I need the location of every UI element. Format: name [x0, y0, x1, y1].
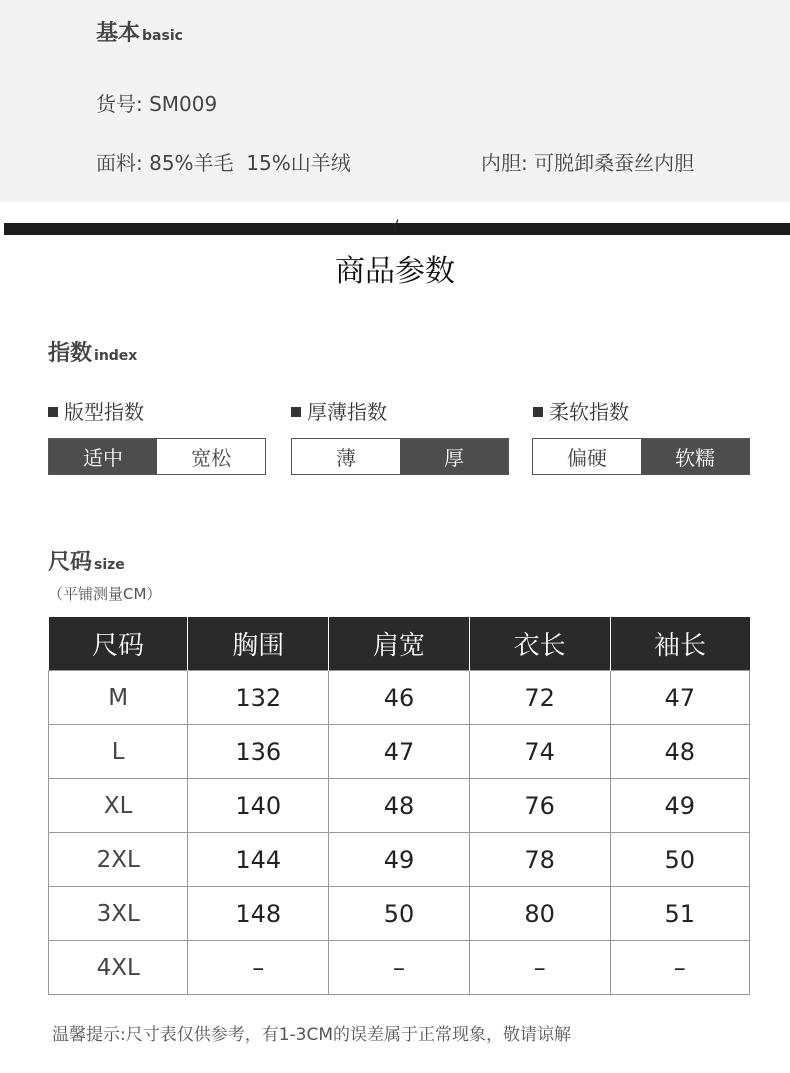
- chest-cell: 132: [188, 671, 329, 725]
- size-cell: XL: [49, 779, 188, 833]
- header-length: 衣长: [469, 617, 610, 671]
- size-table-header-row: [49, 617, 750, 671]
- fabric-label: 面料:: [96, 151, 143, 175]
- basic-heading-en: basic: [142, 28, 183, 44]
- basic-heading: [96, 16, 183, 47]
- basic-heading-cn: 基本: [96, 21, 141, 46]
- table-row: [49, 725, 750, 779]
- sleeve-cell: 47: [610, 671, 749, 725]
- size-cell: 3XL: [49, 887, 188, 941]
- shoulder-cell: 50: [329, 887, 470, 941]
- size-heading-cn: 尺码: [48, 550, 93, 575]
- softness-index-selector: [532, 438, 750, 475]
- shoulder-cell: 46: [329, 671, 470, 725]
- softness-option-soft: 软糯: [641, 439, 749, 474]
- section-title: 商品参数: [335, 254, 455, 289]
- measurement-note: （平铺测量CM）: [48, 585, 162, 603]
- thickness-index-selector: [291, 438, 509, 475]
- bullet-square-icon: [533, 407, 543, 417]
- sleeve-cell: 48: [610, 725, 749, 779]
- thickness-option-thin: 薄: [292, 439, 400, 474]
- fit-index-label: 版型指数: [48, 396, 144, 425]
- size-chart-table: [48, 617, 750, 995]
- bullet-square-icon: [291, 407, 301, 417]
- table-row: [49, 887, 750, 941]
- size-cell: M: [49, 671, 188, 725]
- sku-label: 货号:: [96, 92, 143, 116]
- fabric-row: [96, 147, 351, 176]
- sku-value: SM009: [149, 92, 218, 116]
- size-heading: [48, 545, 125, 576]
- table-row: [49, 833, 750, 887]
- lining-value: 可脱卸桑蚕丝内胆: [534, 151, 695, 175]
- fit-option-regular: 适中: [49, 439, 157, 474]
- length-cell: 72: [469, 671, 610, 725]
- bullet-square-icon: [48, 407, 58, 417]
- chest-cell: 148: [188, 887, 329, 941]
- sleeve-cell: –: [610, 941, 749, 995]
- length-cell: 74: [469, 725, 610, 779]
- lining-row: [481, 147, 694, 176]
- chest-cell: –: [188, 941, 329, 995]
- sleeve-cell: 49: [610, 779, 749, 833]
- fit-index-selector: [48, 438, 266, 475]
- table-row: [49, 671, 750, 725]
- size-cell: 2XL: [49, 833, 188, 887]
- index-heading-cn: 指数: [48, 341, 93, 366]
- thickness-index-label: 厚薄指数: [291, 396, 387, 425]
- table-row: [49, 941, 750, 995]
- softness-index-label: 柔软指数: [533, 396, 629, 425]
- table-row: [49, 779, 750, 833]
- chest-cell: 140: [188, 779, 329, 833]
- thickness-option-thick: 厚: [400, 439, 508, 474]
- sleeve-cell: 50: [610, 833, 749, 887]
- length-cell: 80: [469, 887, 610, 941]
- size-cell: 4XL: [49, 941, 188, 995]
- divider-mark: /: [393, 216, 399, 235]
- chest-cell: 136: [188, 725, 329, 779]
- softness-option-firm: 偏硬: [533, 439, 641, 474]
- header-sleeve: 袖长: [610, 617, 749, 671]
- length-cell: –: [469, 941, 610, 995]
- header-shoulder: 肩宽: [329, 617, 470, 671]
- header-size: 尺码: [49, 617, 188, 671]
- length-cell: 78: [469, 833, 610, 887]
- shoulder-cell: 47: [329, 725, 470, 779]
- shoulder-cell: 48: [329, 779, 470, 833]
- shoulder-cell: –: [329, 941, 470, 995]
- index-heading-en: index: [94, 348, 138, 364]
- header-chest: 胸围: [188, 617, 329, 671]
- length-cell: 76: [469, 779, 610, 833]
- size-disclaimer: 温馨提示:尺寸表仅供参考，有1-3CM的误差属于正常现象，敬请谅解: [52, 1025, 572, 1045]
- chest-cell: 144: [188, 833, 329, 887]
- index-heading: [48, 336, 137, 367]
- lining-label: 内胆:: [481, 151, 528, 175]
- fabric-value: 85%羊毛 15%山羊绒: [149, 151, 351, 175]
- sleeve-cell: 51: [610, 887, 749, 941]
- size-cell: L: [49, 725, 188, 779]
- fit-option-loose: 宽松: [157, 439, 265, 474]
- size-heading-en: size: [94, 557, 125, 573]
- sku-row: [96, 88, 217, 117]
- shoulder-cell: 49: [329, 833, 470, 887]
